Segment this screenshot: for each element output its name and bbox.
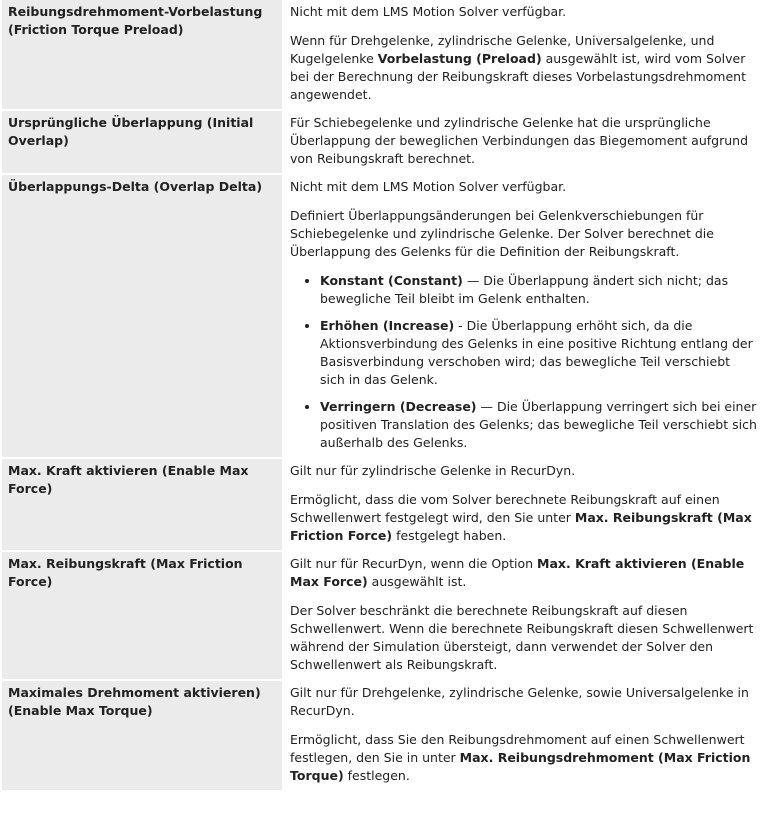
table-row xyxy=(2,681,764,790)
paragraph: Ermöglicht, dass Sie den Reibungsdrehmoment auf einen Schwellenwert festlegen, den Sie in unter Max. Reibungsdrehmoment (Max Friction Torque) festlegen. xyxy=(290,732,751,783)
param-description xyxy=(284,0,764,109)
paragraph: Nicht mit dem LMS Motion Solver verfügbar. xyxy=(290,179,567,194)
param-description xyxy=(284,111,764,173)
table-row xyxy=(2,552,764,679)
param-name: Max. Reibungskraft (Max Friction Force) xyxy=(2,552,282,679)
param-description xyxy=(284,459,764,550)
paragraph: Der Solver beschränkt die berechnete Reibungskraft auf diesen Schwellenwert. Wenn die berechnete Reibungskraft diesen Schwellenwert während der Simulation übersteigt, dann verwendet der Solver den Schwellenwert als Reibungskraft. xyxy=(290,603,754,672)
paragraph: Gilt nur für RecurDyn, wenn die Option Max. Kraft aktivieren (Enable Max Force) ausgewählt ist. xyxy=(290,556,745,589)
param-description xyxy=(284,175,764,457)
param-name: Reibungsdrehmoment-Vorbelastung (Friction Torque Preload) xyxy=(2,0,282,109)
param-name: Maximales Drehmoment aktivieren) (Enable Max Torque) xyxy=(2,681,282,790)
list-item: • Erhöhen (Increase) - Die Überlappung erhöht sich, da die Aktionsverbindung des Gelenks in eine positive Richtung entlang der Basisverbindung verschoben wird; das bewegliche Teil verschiebt sich in das Gelenk. xyxy=(320,317,758,389)
param-name: Überlappungs-Delta (Overlap Delta) xyxy=(2,175,282,457)
list-item: • Konstant (Constant) — Die Überlappung ändert sich nicht; das bewegliche Teil bleibt im Gelenk enthalten. xyxy=(320,272,758,308)
paragraph: Nicht mit dem LMS Motion Solver verfügbar. xyxy=(290,4,567,19)
option-list xyxy=(290,272,758,452)
param-description xyxy=(284,552,764,679)
paragraph: Für Schiebegelenke und zylindrische Gelenke hat die ursprüngliche Überlappung der beweglichen Verbindungen das Biegemoment aufgrund von Reibungskraft berechnet. xyxy=(290,115,749,166)
table-row xyxy=(2,459,764,550)
paragraph: Ermöglicht, dass die vom Solver berechnete Reibungskraft auf einen Schwellenwert festgelegt wird, den Sie unter Max. Reibungskraft (Max Friction Force) festgelegt haben. xyxy=(290,492,752,543)
list-item: • Verringern (Decrease) — Die Überlappung verringert sich bei einer positiven Translation des Gelenks; das bewegliche Teil verschiebt sich außerhalb des Gelenks. xyxy=(320,398,758,452)
param-description xyxy=(284,681,764,790)
param-name: Max. Kraft aktivieren (Enable Max Force) xyxy=(2,459,282,550)
paragraph: Definiert Überlappungsänderungen bei Gelenkverschiebungen für Schiebegelenke und zylindrische Gelenke. Der Solver berechnet die Überlappung des Gelenks für die Definition der Reibungskraft. xyxy=(290,208,714,259)
param-name: Ursprüngliche Überlappung (Initial Overlap) xyxy=(2,111,282,173)
paragraph: Wenn für Drehgelenke, zylindrische Gelenke, Universalgelenke, und Kugelgelenke Vorbelastung (Preload) ausgewählt ist, wird vom Solver bei der Berechnung der Reibungskraft dieses Vorbelastungsdrehmoment angewendet. xyxy=(290,33,746,102)
table-row xyxy=(2,111,764,173)
paragraph: Gilt nur für zylindrische Gelenke in RecurDyn. xyxy=(290,463,576,478)
table-row xyxy=(2,0,764,109)
paragraph: Gilt nur für Drehgelenke, zylindrische Gelenke, sowie Universalgelenke in RecurDyn. xyxy=(290,685,749,718)
table-row xyxy=(2,175,764,457)
